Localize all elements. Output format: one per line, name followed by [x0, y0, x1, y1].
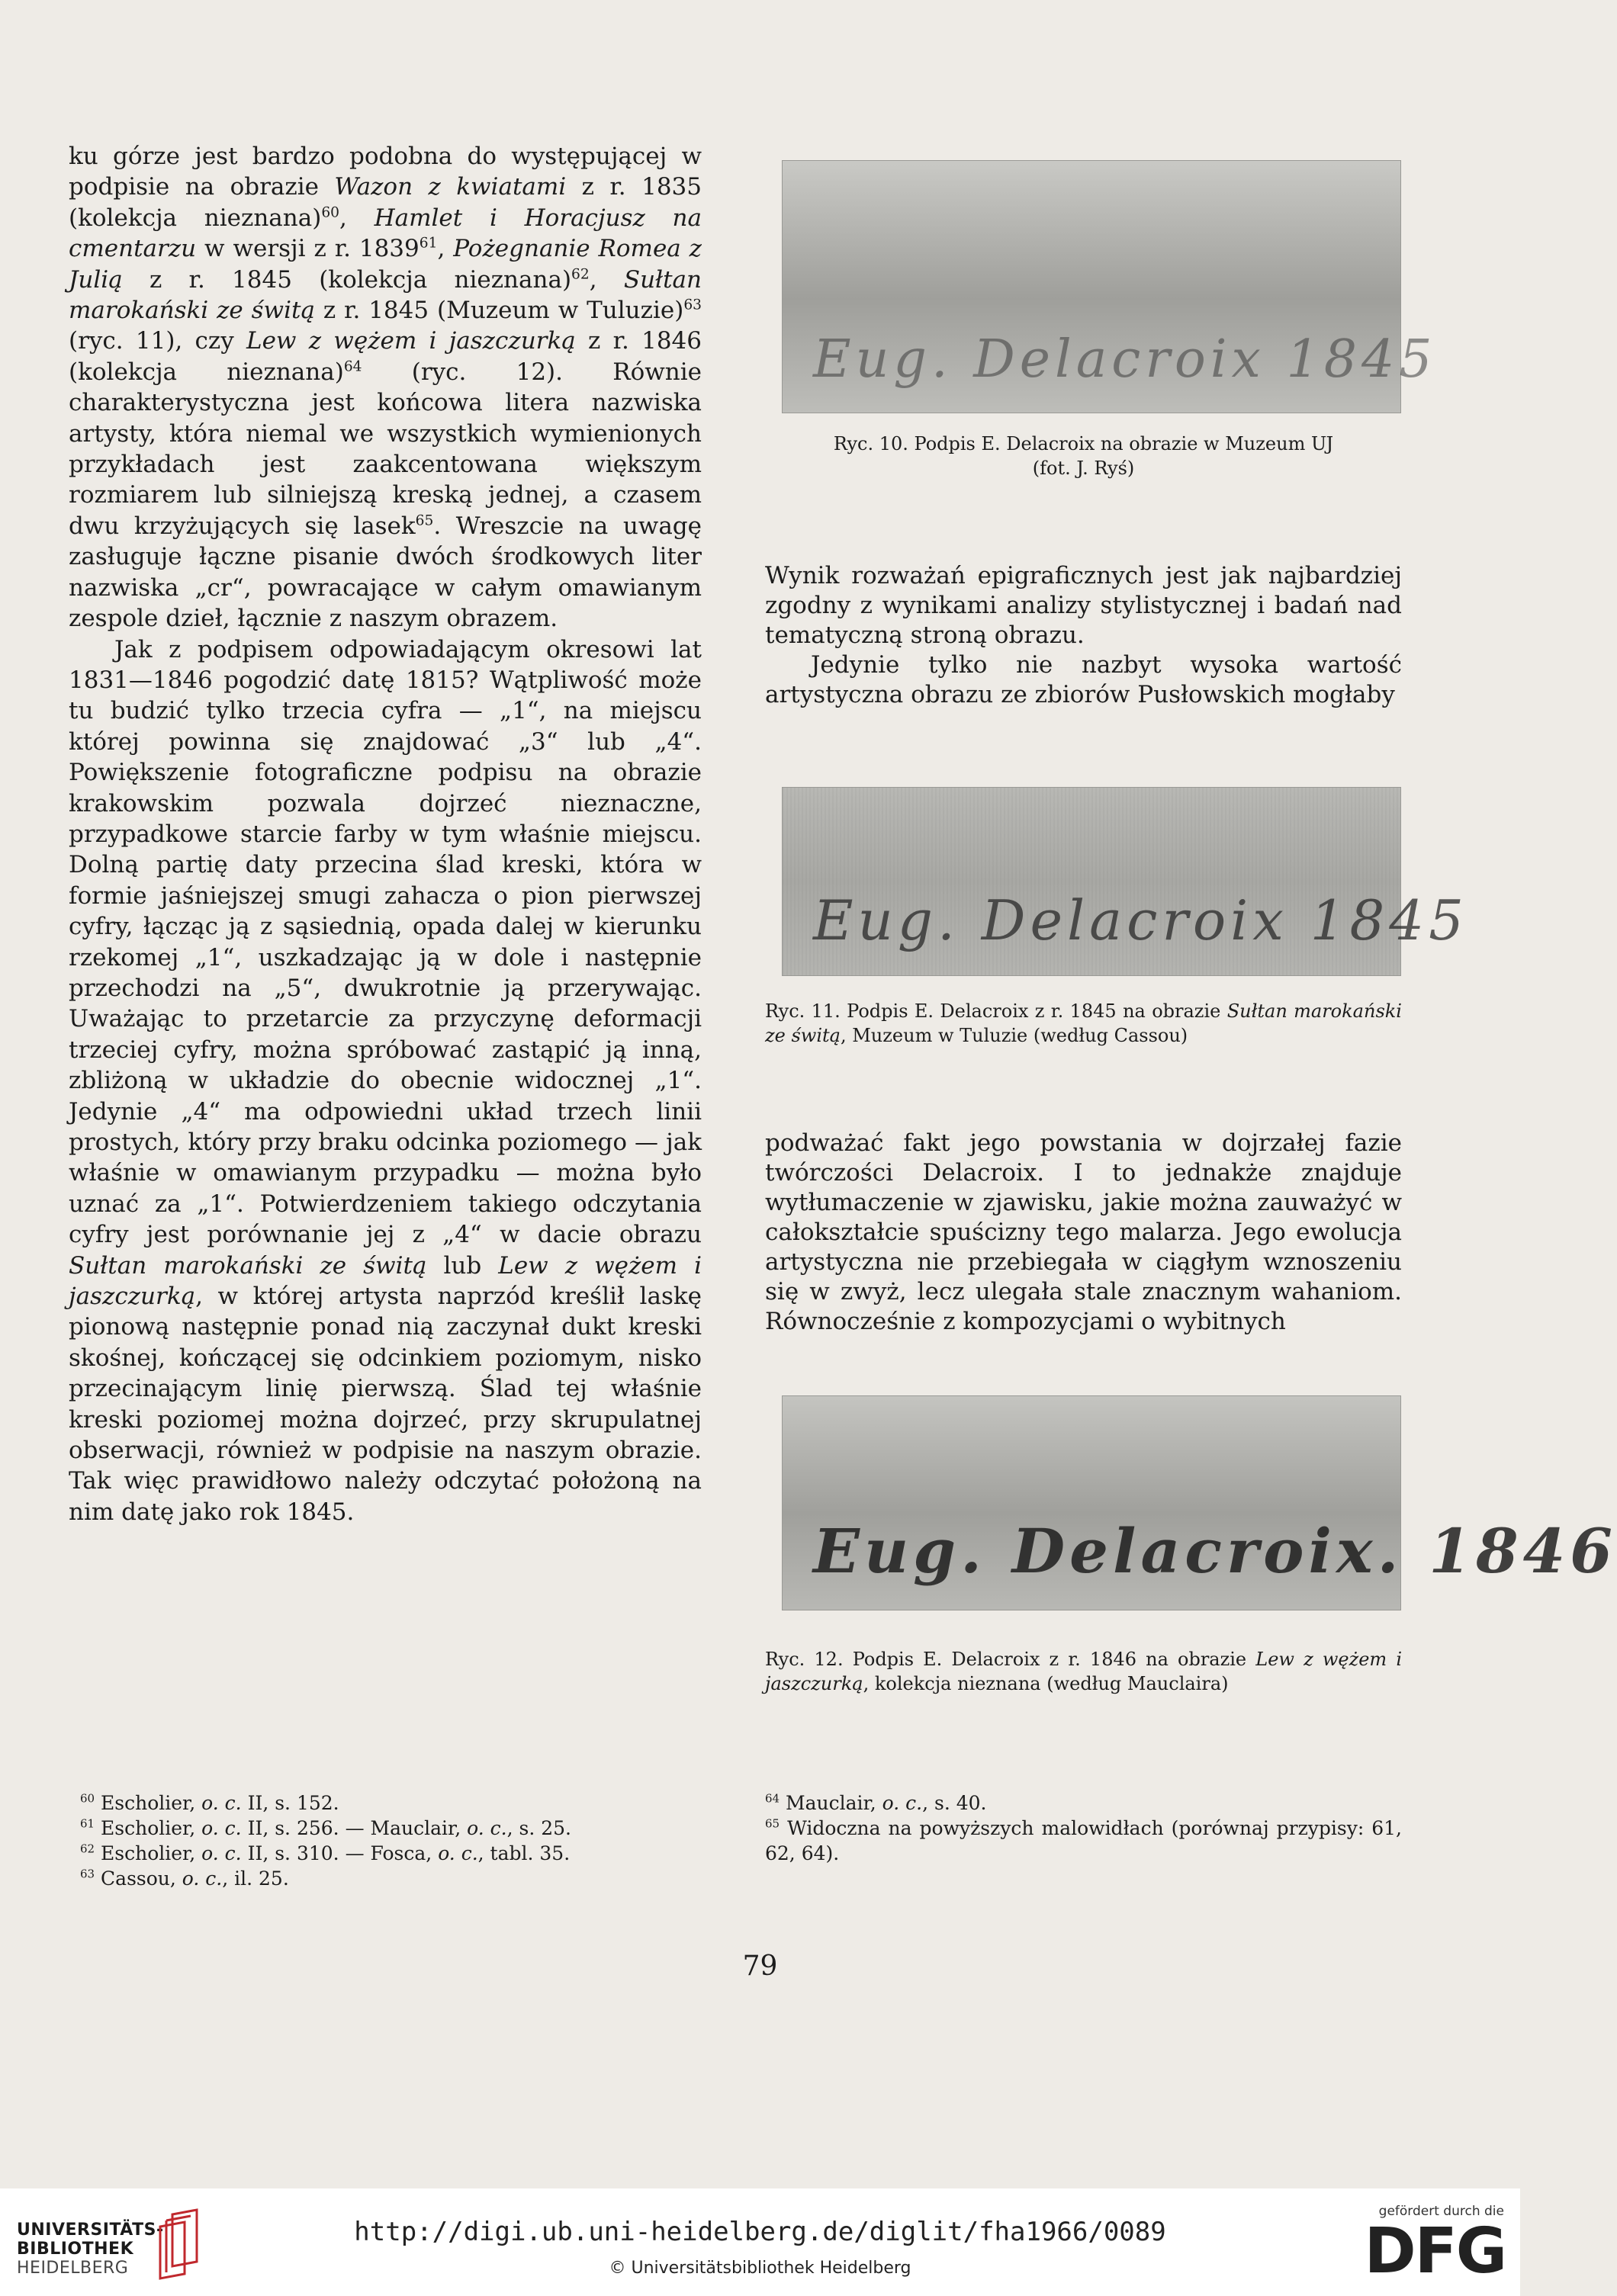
- text-run: . Wreszcie na uwagę zasługuje łączne pisanie dwóch środkowych liter nazwiska „cr“, powracające w całym omawianym zespole dzieł, łącznie z naszym obrazem.: [69, 512, 702, 633]
- funding-note: gefördert durch die: [1378, 2204, 1504, 2219]
- paragraph: [69, 141, 702, 634]
- footnote: [80, 1841, 706, 1866]
- text-run: z r. 1846 (kolekcja nieznana): [69, 327, 702, 386]
- caption-line: Ryc. 10. Podpis E. Delacroix na obrazie w Muzeum UJ: [833, 433, 1334, 454]
- paragraph: [69, 634, 702, 1528]
- paragraph: Wynik rozważań epigraficznych jest jak najbardziej zgodny z wynikami analizy stylistycznej i badań nad tematyczną stroną obrazu.: [765, 562, 1402, 649]
- text-run: (ryc. 12). Równie charakterystyczna jest końcowa litera nazwiska artysty, która niemal we wszystkich wymienionych przykładach jest zaakcentowana większym rozmiarem lub silniejszą kreską jednej, a czasem dwu krzyżujących się lasek: [69, 358, 702, 540]
- text-run: (ryc. 11), czy: [69, 327, 246, 355]
- italic-title: o. c.: [438, 1842, 478, 1864]
- figure-10-caption: [765, 432, 1402, 480]
- dfg-logo[interactable]: DFG: [1364, 2215, 1506, 2288]
- footnote-ref: 61: [80, 1816, 95, 1831]
- permalink-url[interactable]: http://digi.ub.uni-heidelberg.de/diglit/fha1966/0089: [354, 2217, 1166, 2247]
- text-run: , il. 25.: [222, 1867, 289, 1890]
- figure-11-caption: [765, 999, 1402, 1048]
- italic-title: o. c.: [201, 1792, 242, 1814]
- footnotes-left: [80, 1790, 706, 1891]
- text-run: Escholier,: [95, 1817, 202, 1839]
- paragraph: Jedynie tylko nie nazbyt wysoka wartość artystyczna obrazu ze zbiorów Pusłowskich mogłaby: [765, 651, 1402, 708]
- text-run: lub: [426, 1251, 499, 1280]
- library-name-line: UNIVERSITÄTS-: [17, 2221, 164, 2240]
- figure-10-signature-photo: [782, 160, 1437, 413]
- italic-title: Lew z wężem i jaszczurką: [69, 1251, 702, 1311]
- italic-title: Hamlet i Horacjusz na cmentarzu: [69, 204, 702, 263]
- footnote: [765, 1816, 1402, 1866]
- text-run: Escholier,: [95, 1792, 202, 1814]
- italic-title: o. c.: [882, 1792, 923, 1814]
- italic-title: Lew z wężem i jaszczurką: [765, 1649, 1402, 1694]
- text-run: II, s. 256. — Mauclair,: [241, 1817, 468, 1839]
- italic-title: Wazon z kwiatami: [334, 173, 567, 201]
- text-run: ,: [589, 265, 624, 294]
- text-run: z r. 1835 (kolekcja nieznana): [69, 173, 702, 232]
- footnotes-right: [765, 1790, 1402, 1866]
- footnote-ref: 64: [343, 358, 362, 375]
- footnote: [80, 1866, 706, 1891]
- text-run: , kolekcja nieznana (według Mauclaira): [863, 1673, 1229, 1694]
- footnote-ref: 63: [80, 1867, 95, 1881]
- italic-title: o. c.: [467, 1817, 507, 1839]
- text-run: Ryc. 12. Podpis E. Delacroix z r. 1846 na obrazie: [765, 1649, 1256, 1670]
- library-name-line: HEIDELBERG: [17, 2259, 129, 2278]
- page-number: 79: [742, 1951, 778, 1982]
- text-run: II, s. 152.: [241, 1792, 339, 1814]
- text-run: Escholier,: [95, 1842, 202, 1864]
- text-run: w wersji z r. 1839: [196, 235, 420, 263]
- library-name-line: BIBLIOTHEK: [17, 2240, 134, 2259]
- text-run: ,: [339, 204, 375, 232]
- italic-title: o. c.: [201, 1842, 242, 1864]
- footnote-ref: 65: [415, 512, 434, 529]
- text-run: z r. 1845 (kolekcja nieznana): [122, 265, 572, 294]
- italic-title: o. c.: [201, 1817, 242, 1839]
- text-run: Widoczna na powyższych malowidłach (porównaj przypisy: 61, 62, 64).: [765, 1817, 1402, 1864]
- signature-image-text: Eug. Delacroix 1845: [813, 888, 1468, 952]
- footnote-ref: 60: [321, 204, 340, 221]
- footnote-ref: 62: [571, 266, 590, 283]
- italic-title: Lew z wężem i jaszczurką: [246, 327, 576, 355]
- paragraph: podważać fakt jego powstania w dojrzałej fazie twórczości Delacroix. I to jednakże znajduje wytłumaczenie w zjawisku, jakie można zauważyć w całokształcie spuścizny tego malarza. Jego ewolucja artystyczna nie przebiegała w ciągłym wznoszeniu się w zwyż, lecz ulegała stale znacznym wahaniom. Równocześnie z kompozycjami o wybitnych: [765, 1129, 1402, 1335]
- text-run: ,: [437, 235, 454, 263]
- caption-line: (fot. J. Ryś): [1032, 458, 1135, 479]
- footnote-ref: 64: [765, 1791, 780, 1806]
- footnote: [80, 1816, 706, 1841]
- figure-12-signature-photo: [782, 1395, 1617, 1610]
- text-run: Cassou,: [95, 1867, 182, 1890]
- footnote: [765, 1790, 1402, 1816]
- signature-image-text: Eug. Delacroix 1845: [813, 329, 1437, 390]
- figure-12-caption: [765, 1647, 1402, 1696]
- footnote-ref: 61: [419, 235, 438, 252]
- right-column-text-2: [765, 1129, 1402, 1337]
- text-run: Ryc. 11. Podpis E. Delacroix z r. 1845 na obrazie: [765, 1000, 1227, 1022]
- text-run: , tabl. 35.: [477, 1842, 571, 1864]
- figure-11-signature-photo: [782, 787, 1468, 976]
- footnote-ref: 65: [765, 1816, 780, 1831]
- text-run: II, s. 310. — Fosca,: [241, 1842, 439, 1864]
- italic-title: Sułtan marokański ze świtą: [69, 1251, 427, 1280]
- text-run: Jak z podpisem odpowiadającym okresowi lat 1831—1846 pogodzić datę 1815? Wątpliwość może tu budzić tylko trzecia cyfra — „1“, na miejscu której powinna się znajdować „3“ lub „4“. Powiększenie fotograficzne podpisu na obrazie krakowskim pozwala dojrzeć nieznaczne, przypadkowe starcie farby w tym właśnie miejscu. Dolną partię daty przecina ślad kreski, która w formie jaśniejszej smugi zahacza o pion pierwszej cyfry, łącząc ją z sąsiednią, opada dalej w kierunku rzekomej „1“, uszkadzając ją w dole i następnie przechodzi na „5“, dwukrotnie ją przerywając. Uważając to przetarcie za przyczynę deformacji trzeciej cyfry, można spróbować zastąpić ją inną, zbliżoną w układzie do obecnie widocznej „1“. Jedynie „4“ ma odpowiedni układ trzech linii prostych, który przy braku odcinka poziomego — jak właśnie w omawianym przypadku — można było uznać za „1“. Potwierdzeniem takiego odczytania cyfry jest porównanie jej z „4“ w dacie obrazu: [69, 635, 702, 1249]
- signature-image-text: Eug. Delacroix. 1846: [813, 1515, 1617, 1587]
- text-run: , Muzeum w Tuluzie (według Cassou): [840, 1025, 1188, 1046]
- left-column: [69, 141, 702, 1527]
- text-run: , w której artysta naprzód kreślił laskę pionową następnie ponad nią zaczynał dukt kreski skośnej, kończącej się odcinkiem poziomym, nisko przecinającym linię pierwszą. Ślad tej właśnie kreski poziomej można dojrzeć, przy skrupulatnej obserwacji, również w podpisie na naszym obrazie. Tak więc prawidłowo należy odczytać położoną na nim datę jako rok 1845.: [69, 1283, 702, 1526]
- right-column-text-1: [765, 561, 1402, 710]
- text-run: Mauclair,: [780, 1792, 882, 1814]
- footnote-ref: 62: [80, 1842, 95, 1856]
- italic-title: Sułtan marokański ze świtą: [765, 1000, 1402, 1046]
- italic-title: Sułtan marokański ze świtą: [69, 265, 702, 325]
- text-run: , s. 25.: [506, 1817, 571, 1839]
- footnote-ref: 60: [80, 1791, 95, 1806]
- footnote: [80, 1790, 706, 1816]
- text-run: z r. 1845 (Muzeum w Tuluzie): [314, 297, 684, 325]
- text-run: ku górze jest bardzo podobna do występującej w podpisie na obrazie: [69, 143, 702, 201]
- italic-title: o. c.: [182, 1867, 223, 1890]
- copyright-notice: © Universitätsbibliothek Heidelberg: [609, 2259, 911, 2278]
- footnote-ref: 63: [683, 297, 702, 313]
- italic-title: Pożegnanie Romea z Julią: [69, 235, 702, 294]
- text-run: , s. 40.: [922, 1792, 987, 1814]
